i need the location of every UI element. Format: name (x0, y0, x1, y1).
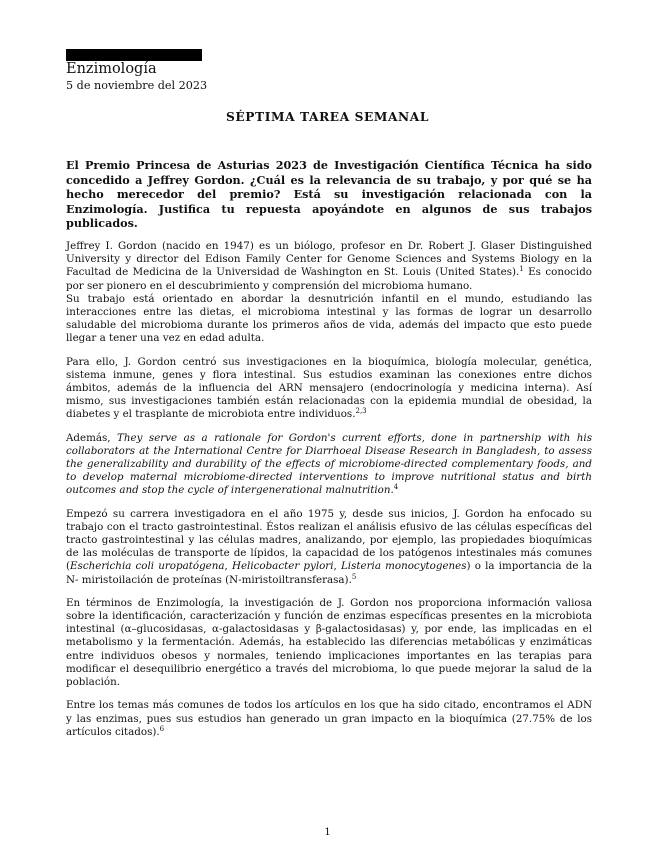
separator: , (333, 560, 341, 573)
citation-6: 6 (159, 724, 165, 733)
paragraph-5-text: Empezó su carrera investigadora en el año 1975 y, desde sus inicios, J. Gordon ha enfocado su trabajo con el tracto gastrointestinal. Éstos realizan el análisis efusivo de las células específicas del tracto gastrointestinal y las células madres, analizando, por ejemplo, las propiedades bioquímicas de las moléculas de transporte de lípidos, la capacidad de los patógenos intestinales más comunes ( (66, 507, 592, 573)
paragraph-4-quote: They serve as a rationale for Gordon's current efforts, done in partnership with his collaborators at the International Centre for Diarrhoeal Disease Research in Bangladesh, to assess the generalizability and durability of the effects of microbiome-directed complementary foods, and to develop maternal microbiome-directed interventions to improve nutritional status and birth outcomes and stop the cycle of intergenerational malnutrition. (66, 431, 592, 497)
paragraph-4-lead: Además, (66, 431, 118, 444)
page-number: 1 (324, 827, 331, 838)
document-date: 5 de noviembre del 2023 (66, 79, 208, 92)
species-name: Listeria monocytogenes (340, 560, 467, 573)
document-body (66, 240, 592, 749)
paragraph-1-text: Jeffrey I. Gordon (nacido en 1947) es un biólogo, profesor en Dr. Robert J. Glaser Distinguished University y director del Edison Family Center for Genome Sciences and Systems Biology en la Facultad de Medicina de la Universidad de Washington en St. Louis (United States). (66, 240, 592, 279)
paragraph-7-text: Entre los temas más comunes de todos los artículos en los que ha sido citado, encontramos el ADN y las enzimas, pues sus estudios han generado un gran impacto en la bioquímica (27.75% de los artículos citados). (66, 699, 592, 738)
separator: , (224, 560, 232, 573)
redacted-name-bar (66, 49, 202, 61)
page-title: SÉPTIMA TAREA SEMANAL (226, 110, 429, 124)
paragraph-1-tail: Es conocido por ser pionero en el descubrimiento y comprensión del microbioma humano. (66, 266, 593, 292)
assignment-question: El Premio Princesa de Asturias 2023 de Investigación Científica Técnica ha sido concedido a Jeffrey Gordon. ¿Cuál es la relevancia de su trabajo, y por qué se ha hecho merecedor del premio? Está su investigación relacionada con la Enzimología. Justifica tu repuesta apoyándote en algunos de sus trabajos publicados. (66, 158, 592, 231)
paragraph-5 (66, 508, 592, 587)
species-name: Escherichia coli uropatógena (70, 560, 225, 573)
paragraph-2 (66, 293, 592, 346)
paragraph-6-text: En términos de Enzimología, la investigación de J. Gordon nos proporciona información valiosa sobre la identificación, caracterización y función de enzimas específicas presentes en la microbiota intestinal (α–glucosidasas, α-galactosidasas y β-galactosidasas) y, por ende, las implicadas en el metabolismo y la fermentación. Además, ha establecido las diferencias metabólicas y enzimáticas entre individuos obesos y normales, teniendo implicaciones importantes en las terapias para modificar el desequilibrio energético a través del microbioma, lo que puede mejorar la salud de la población. (66, 596, 592, 689)
species-name: Helicobacter pylori (231, 560, 334, 573)
paragraph-7 (66, 699, 592, 739)
paragraph-6 (66, 597, 592, 689)
course-name: Enzimología (66, 61, 157, 77)
paragraph-4 (66, 432, 592, 498)
citation-4: 4 (393, 483, 399, 492)
citation-2-3: 2,3 (355, 407, 367, 416)
paragraph-3-text: Para ello, J. Gordon centró sus investigaciones en la bioquímica, biología molecular, genética, sistema inmune, genes y flora intestinal. Sus estudios examinan las conexiones entre dichos ámbitos, además de la influencia del ARN mensajero (endocrinología y medicina interna). Así mismo, sus investigaciones también están relacionadas con la epidemia mundial de obesidad, la diabetes y el trasplante de microbiota entre individuos. (66, 355, 592, 421)
paragraph-1 (66, 240, 592, 293)
paragraph-5-tail: ) o la importancia de la N- miristoilación de proteínas (N-miristoiltransferasa). (66, 560, 593, 586)
paragraph-3 (66, 356, 592, 422)
paragraph-2-text: Su trabajo está orientado en abordar la desnutrición infantil en el mundo, estudiando las interacciones entre las dietas, el microbioma intestinal y las formas de lograr un desarrollo saludable del microbioma durante los primeros años de vida, además del impacto que esto puede llegar a tener una vez en edad adulta. (66, 292, 592, 345)
citation-1: 1 (519, 265, 524, 274)
citation-5: 5 (351, 572, 357, 581)
